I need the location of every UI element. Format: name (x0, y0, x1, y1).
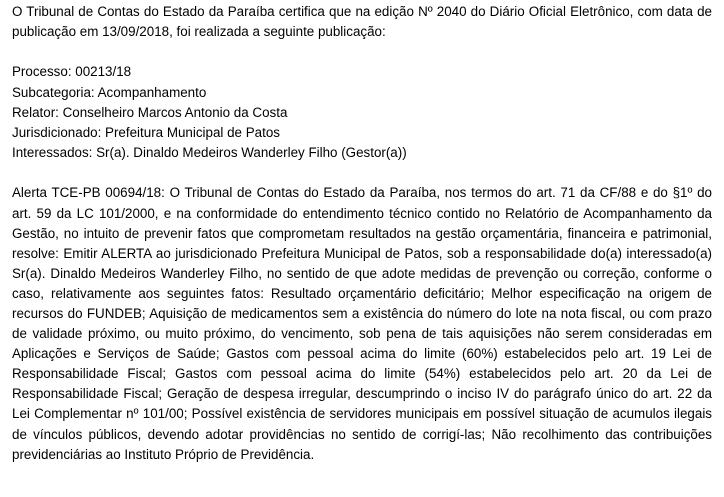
interested-parties: Interessados: Sr(a). Dinaldo Medeiros Wanderley Filho (Gestor(a)) (12, 145, 407, 161)
process-metadata (12, 62, 712, 163)
spacer (12, 42, 712, 62)
spacer (12, 163, 712, 183)
alert-paragraph: Alerta TCE-PB 00694/18: O Tribunal de Contas do Estado da Paraíba, nos termos do art. 71 da CF/88 e do §1º do art. 59 da LC 101/2000, e na conformidade do entendimento técnico contido no Relatório de Acompanhamento da Gestão, no intuito de prevenir fatos que comprometam resultados na gestão orçamentária, financeira e patrimonial, resolve: Emitir ALERTA ao jurisdicionado Prefeitura Municipal de Patos, sob a responsabilidade do(a) interessado(a) Sr(a). Dinaldo Medeiros Wanderley Filho, no sentido de que adote medidas de prevenção ou correção, conforme o caso, relativamente aos seguintes fatos: Resultado orçamentário deficitário; Melhor especificação na origem de recursos do FUNDEB; Aquisição de medicamentos sem a existência do número do lote na nota fiscal, ou com prazo de validade próximo, ou muito próximo, do vencimento, sob pena de tais aquisições não serem consideradas em Aplicações e Serviços de Saúde; Gastos com pessoal acima do limite (60%) estabelecidos pelo art. 19 Lei de Responsabilidade Fiscal; Gastos com pessoal acima do limite (54%) estabelecidos pelo art. 20 da Lei de Responsabilidade Fiscal; Geração de despesa irregular, descumprindo o inciso IV do parágrafo único do art. 22 da Lei Complementar nº 101/00; Possível existência de servidores municipais em possível situação de acumulos ilegais de vínculos públicos, devendo adotar providências no sentido de corrigí-las; Não recolhimento das contribuições previdenciárias ao Instituto Próprio de Previdência. (12, 185, 712, 462)
process-number: Processo: 00213/18 (12, 64, 132, 80)
jurisdiction: Jurisdicionado: Prefeitura Municipal de Patos (12, 125, 280, 141)
rapporteur: Relator: Conselheiro Marcos Antonio da Costa (12, 104, 288, 120)
subcategory: Subcategoria: Acompanhamento (12, 84, 207, 100)
certification-paragraph: O Tribunal de Contas do Estado da Paraíba certifica que na edição Nº 2040 do Diário Oficial Eletrônico, com data de publicação em 13/09/2018, foi realizada a seguinte publicação: (12, 4, 712, 40)
